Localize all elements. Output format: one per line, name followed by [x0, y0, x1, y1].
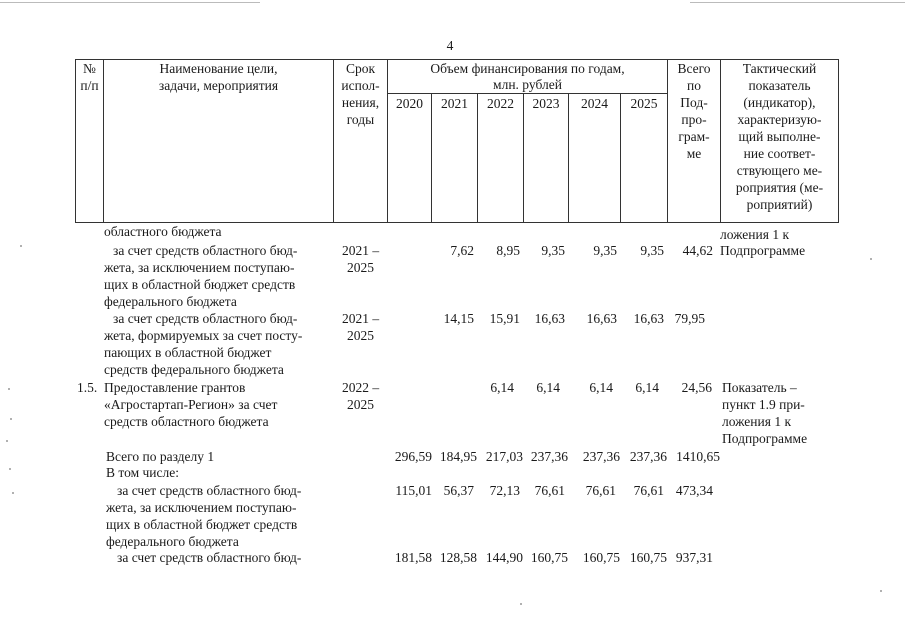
header-term: годы [346, 112, 375, 127]
col-border [838, 59, 839, 223]
row-text: пающих в областной бюджет [104, 345, 272, 360]
row-text: федерального бюджета [106, 534, 239, 549]
page-number: 4 [446, 38, 454, 53]
header-indicator: ствующего ме- [736, 163, 823, 178]
header-year: 2021 [441, 96, 468, 111]
scan-speck [9, 468, 11, 470]
row-value-2021: 56,37 [443, 483, 474, 498]
scan-speck [520, 603, 522, 605]
row-value-2024: 16,63 [586, 311, 617, 326]
header-indicator: Тактический [742, 61, 817, 76]
header-year: 2022 [487, 96, 514, 111]
header-year: 2020 [396, 96, 423, 111]
row-value-2021: 128,58 [439, 550, 477, 565]
row-text: средств федерального бюджета [104, 362, 284, 377]
row-text: щих в областной бюджет средств [106, 517, 298, 532]
header-term: испол- [341, 78, 380, 93]
col-border [620, 93, 621, 223]
row-total: 79,95 [674, 311, 705, 326]
header-indicator: ние соответ- [743, 146, 816, 161]
scan-speck [870, 258, 872, 260]
row-value-2025: 16,63 [633, 311, 664, 326]
header-total: Под- [680, 95, 708, 110]
header-year: 2023 [532, 96, 560, 111]
header-term: Срок [345, 61, 376, 76]
row-value-2025: 9,35 [640, 243, 664, 258]
row-value-2023: 16,63 [534, 311, 565, 326]
header-year: 2025 [630, 96, 658, 111]
row-value-2021: 184,95 [439, 449, 477, 464]
header-indicator: характеризую- [737, 112, 822, 127]
row-total: 44,62 [682, 243, 713, 258]
header-indicator: роприятий) [746, 197, 813, 212]
row-value-2021: 14,15 [443, 311, 474, 326]
row-total: 1410,65 [676, 449, 720, 464]
row-text: Всего по разделу 1 [106, 449, 215, 464]
row-text: за счет средств областного бюд- [113, 243, 298, 258]
row-value-2024: 237,36 [582, 449, 620, 464]
row-value-2024: 6,14 [589, 380, 613, 395]
row-value-2020: 296,59 [394, 449, 432, 464]
row-text: жета, формируемых за счет посту- [104, 328, 303, 343]
row-indicator: ложения 1 к [720, 227, 790, 242]
row-term: 2022 – [341, 380, 380, 395]
row-value-2022: 144,90 [485, 550, 523, 565]
header-total: ме [686, 146, 702, 161]
header-volume: млн. рублей [493, 77, 562, 92]
row-indicator: Показатель – [722, 380, 797, 395]
row-value-2022: 217,03 [485, 449, 523, 464]
header-indicator: щий выполне- [738, 129, 821, 144]
row-value-2022: 72,13 [489, 483, 520, 498]
scan-speck [10, 418, 12, 420]
row-text: В том числе: [106, 465, 179, 480]
header-total: по [687, 78, 701, 93]
row-value-2022: 8,95 [496, 243, 520, 258]
row-term: 2021 – [341, 311, 380, 326]
scan-top-edge-left [0, 2, 260, 3]
scan-speck [6, 440, 8, 442]
header-volume: Объем финансирования по годам, [430, 61, 625, 76]
row-total: 937,31 [675, 550, 713, 565]
row-indicator: ложения 1 к [722, 414, 792, 429]
header-name: Наименование цели, [159, 61, 278, 76]
row-value-2023: 9,35 [541, 243, 565, 258]
header-indicator: роприятия (ме- [735, 180, 824, 195]
row-value-2023: 160,75 [530, 550, 568, 565]
row-value-2021: 7,62 [450, 243, 474, 258]
header-no: № [83, 61, 96, 76]
col-border [568, 93, 569, 223]
header-indicator: показатель [748, 78, 811, 93]
row-text: за счет средств областного бюд- [117, 550, 302, 565]
row-text: жета, за исключением поступаю- [106, 500, 297, 515]
header-no: п/п [80, 78, 99, 93]
row-indicator: Подпрограмме [722, 431, 808, 446]
row-value-2024: 160,75 [582, 550, 620, 565]
header-name: задачи, мероприятия [158, 78, 279, 93]
row-term: 2025 [347, 260, 374, 275]
scan-speck [8, 388, 10, 390]
row-value-2020: 115,01 [395, 483, 432, 498]
row-value-2024: 76,61 [585, 483, 616, 498]
scan-speck [12, 492, 14, 494]
row-number: 1.5. [77, 380, 98, 395]
row-text: щих в областной бюджет средств [104, 277, 296, 292]
row-total: 473,34 [675, 483, 713, 498]
row-text: «Агростартап-Регион» за счет [104, 397, 278, 412]
col-border [477, 93, 478, 223]
row-value-2022: 15,91 [489, 311, 520, 326]
row-text: Предоставление грантов [104, 380, 246, 395]
col-border [523, 93, 524, 223]
scan-speck [20, 245, 22, 247]
col-border [431, 93, 432, 223]
header-total: Всего [677, 61, 711, 76]
row-text: федерального бюджета [104, 294, 237, 309]
row-value-2025: 76,61 [633, 483, 664, 498]
header-term: нения, [341, 95, 380, 110]
header-total: грам- [678, 129, 710, 144]
row-text: средств областного бюджета [104, 414, 269, 429]
row-value-2023: 76,61 [534, 483, 565, 498]
header-indicator: (индикатор), [743, 95, 816, 110]
row-total: 24,56 [681, 380, 712, 395]
header-year: 2024 [581, 96, 608, 111]
row-indicator: Подпрограмме [720, 243, 806, 258]
row-value-2025: 6,14 [635, 380, 659, 395]
row-indicator: пункт 1.9 при- [722, 397, 805, 412]
row-term: 2021 – [341, 243, 380, 258]
row-term: 2025 [347, 397, 374, 412]
row-value-2025: 160,75 [629, 550, 667, 565]
row-value-2024: 9,35 [593, 243, 617, 258]
row-text: жета, за исключением поступаю- [104, 260, 295, 275]
row-value-2020: 181,58 [394, 550, 432, 565]
row-value-2022: 6,14 [490, 380, 514, 395]
header-total: про- [681, 112, 707, 127]
row-text: за счет средств областного бюд- [117, 483, 302, 498]
row-value-2023: 237,36 [530, 449, 568, 464]
row-term: 2025 [347, 328, 374, 343]
scan-top-edge-right [690, 2, 905, 3]
row-value-2025: 237,36 [629, 449, 667, 464]
row-text: за счет средств областного бюд- [113, 311, 298, 326]
years-divider [387, 93, 667, 94]
row-text: областного бюджета [104, 224, 222, 239]
row-value-2023: 6,14 [536, 380, 560, 395]
scan-speck [880, 590, 882, 592]
